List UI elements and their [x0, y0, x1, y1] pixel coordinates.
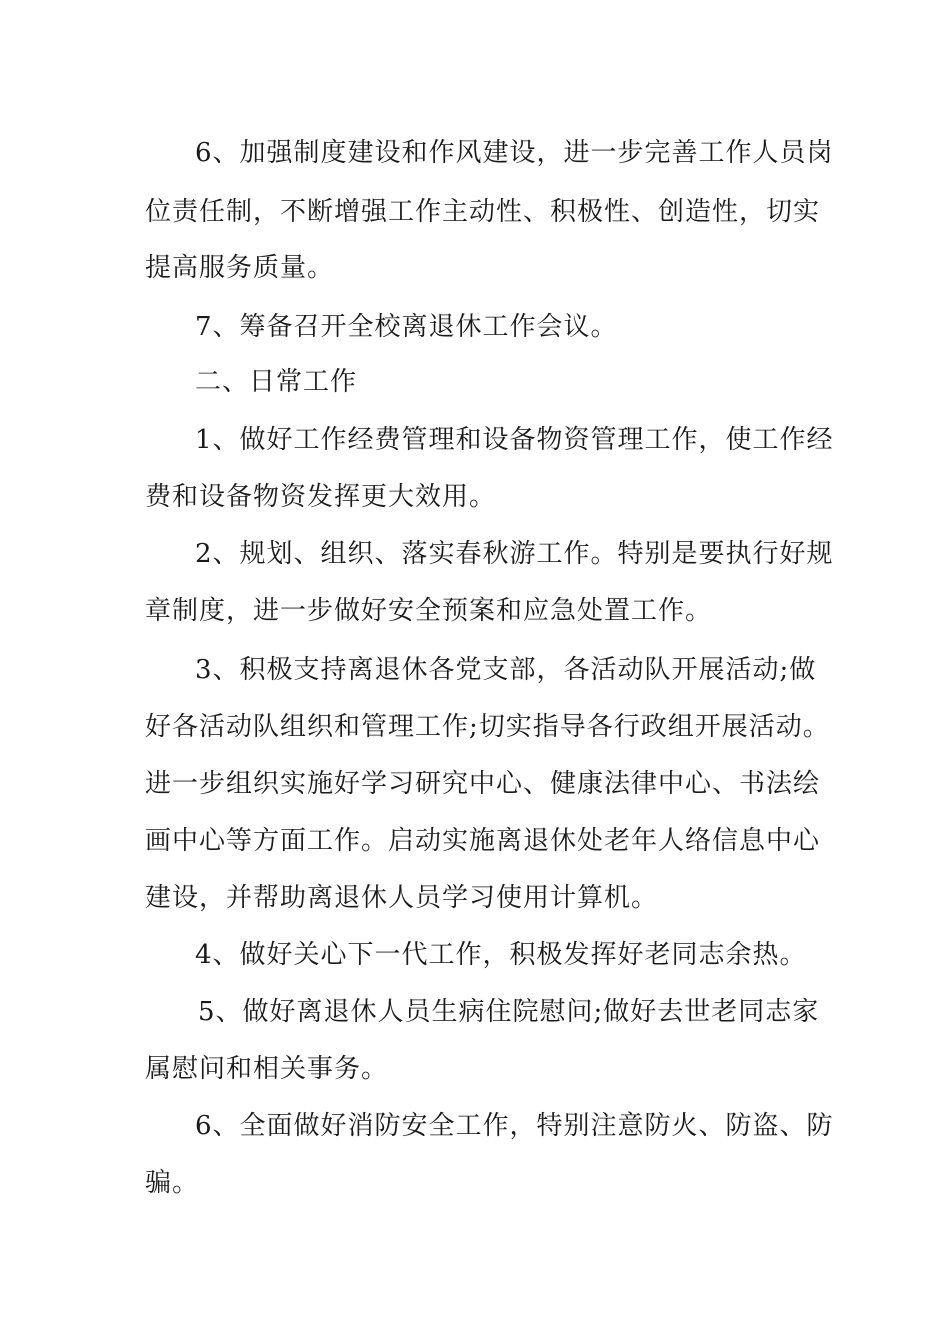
paragraph-line: 属慰问和相关事务。 [145, 1054, 389, 1084]
paragraph-line: 3、积极支持离退休各党支部，各活动队开展活动;做 [195, 655, 817, 685]
paragraph-line: 建设，并帮助离退休人员学习使用计算机。 [145, 883, 659, 913]
paragraph-line: 提高服务质量。 [145, 253, 335, 283]
paragraph-line: 7、筹备召开全校离退休工作会议。 [195, 312, 618, 342]
paragraph-line: 费和设备物资发挥更大效用。 [145, 482, 497, 512]
paragraph-line: 5、做好离退休人员生病住院慰问;做好去世老同志家 [198, 997, 820, 1027]
paragraph-line: 画中心等方面工作。启动实施离退休处老年人络信息中心 [145, 826, 821, 856]
paragraph-line: 6、加强制度建设和作风建设，进一步完善工作人员岗 [195, 138, 834, 168]
paragraph-line: 骗。 [145, 1168, 200, 1198]
section-heading: 二、日常工作 [195, 367, 358, 397]
paragraph-line: 4、做好关心下一代工作，积极发挥好老同志余热。 [195, 940, 807, 970]
paragraph-line: 位责任制，不断增强工作主动性、积极性、创造性，切实 [145, 197, 821, 227]
paragraph-line: 6、全面做好消防安全工作，特别注意防火、防盗、防 [195, 1111, 834, 1141]
paragraph-line: 好各活动队组织和管理工作;切实指导各行政组开展活动。 [145, 712, 830, 742]
paragraph-line: 进一步组织实施好学习研究中心、健康法律中心、书法绘 [145, 769, 821, 799]
paragraph-line: 章制度，进一步做好安全预案和应急处置工作。 [145, 596, 713, 626]
paragraph-line: 1、做好工作经费管理和设备物资管理工作，使工作经 [195, 425, 834, 455]
paragraph-line: 2、规划、组织、落实春秋游工作。特别是要执行好规 [195, 539, 834, 569]
